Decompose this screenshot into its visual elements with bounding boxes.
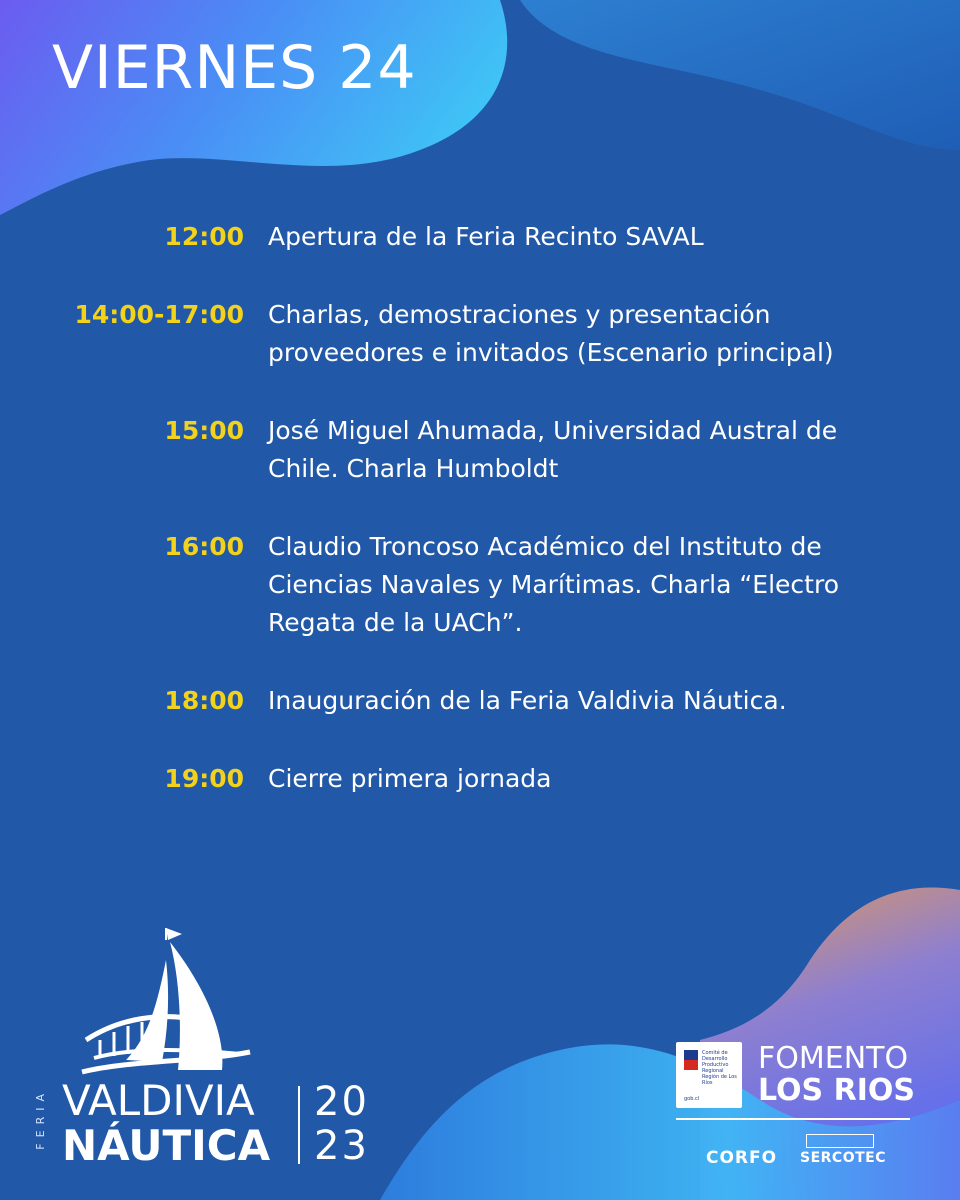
agenda-time: 19:00 — [164, 764, 244, 793]
logo-year-line2: 23 — [314, 1123, 369, 1169]
gov-shield-logo — [676, 1042, 742, 1108]
agenda-description: Charlas, demostraciones y presentación proveedores e invitados (Escenario principal) — [268, 300, 834, 367]
agenda-item — [0, 412, 960, 488]
agenda-item — [0, 528, 960, 642]
gov-logo-url: gob.cl — [684, 1096, 700, 1102]
flag-icon — [684, 1060, 698, 1070]
fomento-logo-line2: LOS RIOS — [758, 1073, 915, 1108]
agenda-description: Claudio Troncoso Académico del Instituto de Ciencias Navales y Marítimas. Charla “Electro Regata de la UACh”. — [268, 532, 839, 637]
agenda-item — [0, 296, 960, 372]
logo-year-line1: 20 — [314, 1079, 369, 1125]
agenda-description: Cierre primera jornada — [268, 764, 552, 793]
agenda-time: 18:00 — [164, 686, 244, 715]
flag-icon — [684, 1050, 698, 1060]
agenda-description: Apertura de la Feria Recinto SAVAL — [268, 222, 704, 251]
fomento-logo-line1: FOMENTO — [758, 1041, 909, 1076]
corfo-logo: CORFO — [706, 1148, 778, 1168]
sercotec-logo: SERCOTEC — [800, 1150, 886, 1166]
agenda-time: 12:00 — [164, 222, 244, 251]
agenda-item — [0, 218, 960, 256]
sercotec-logo-icon — [806, 1134, 874, 1148]
agenda-item — [0, 760, 960, 798]
gov-logo-text: Comité de Desarrollo Productivo Regional Región de Los Ríos — [702, 1050, 737, 1086]
agenda-item — [0, 682, 960, 720]
logo-divider — [298, 1086, 300, 1164]
agenda-time: 15:00 — [164, 416, 244, 445]
agenda-description: Inauguración de la Feria Valdivia Náutica. — [268, 686, 787, 715]
logo-name-line2: NÁUTICA — [62, 1121, 271, 1170]
logo-name-line1: VALDIVIA — [62, 1076, 255, 1125]
logo-feria-label: FERIA — [34, 1088, 47, 1150]
agenda-description: José Miguel Ahumada, Universidad Austral de Chile. Charla Humboldt — [268, 416, 838, 483]
agenda-list — [0, 218, 960, 838]
agenda-time: 14:00-17:00 — [74, 300, 244, 329]
agenda-time: 16:00 — [164, 532, 244, 561]
partners-divider — [676, 1118, 910, 1120]
page-title: VIERNES 24 — [52, 33, 417, 103]
